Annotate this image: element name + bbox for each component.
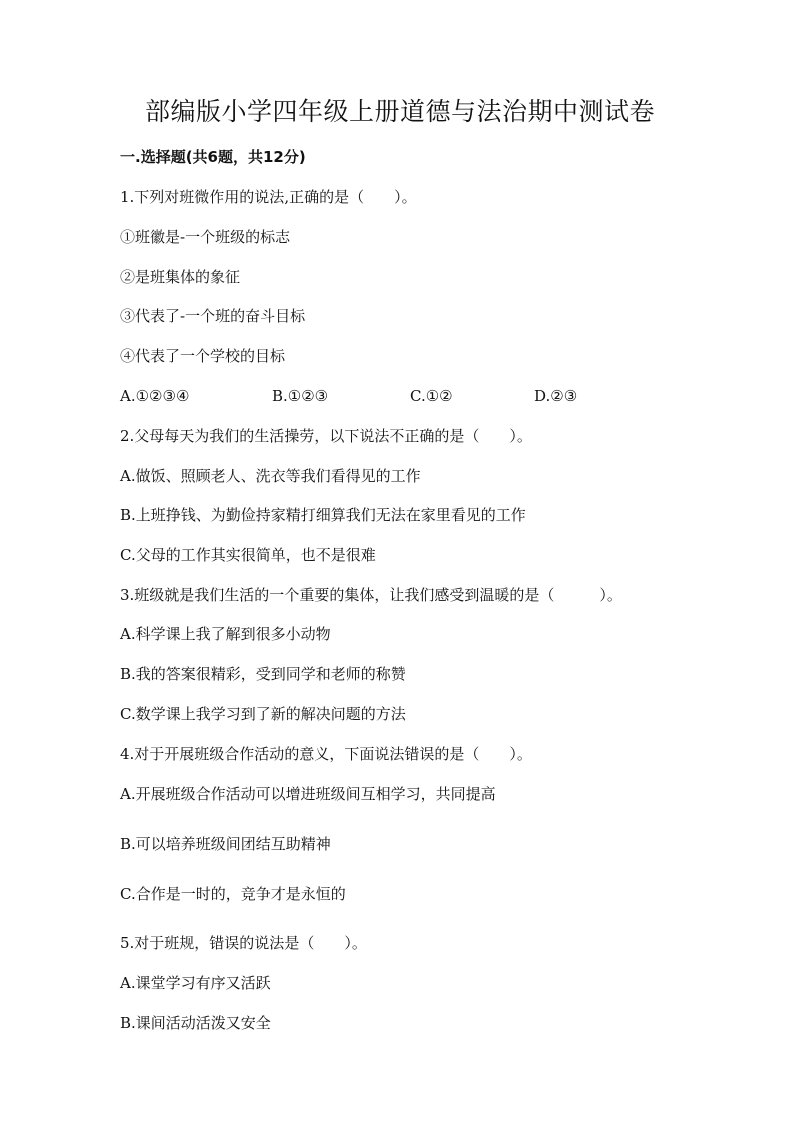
question-1-option-c: C.①② xyxy=(410,387,453,405)
question-1-item-1: ①班徽是-一个班级的标志 xyxy=(120,228,291,246)
page-title: 部编版小学四年级上册道德与法治期中测试卷 xyxy=(144,97,655,126)
question-1-stem: 1.下列对班微作用的说法,正确的是（ ）。 xyxy=(120,188,417,206)
question-4-option-b: B.可以培养班级间团结互助精神 xyxy=(120,835,331,853)
question-5-stem: 5.对于班规，错误的说法是（ ）。 xyxy=(120,934,367,952)
question-2-option-c: C.父母的工作其实很简单，也不是很难 xyxy=(120,546,376,564)
question-1-option-b: B.①②③ xyxy=(272,387,329,405)
question-3-stem: 3.班级就是我们生活的一个重要的集体，让我们感受到温暖的是（ ）。 xyxy=(120,586,622,604)
question-4-option-a: A.开展班级合作活动可以增进班级间互相学习，共同提高 xyxy=(120,785,496,803)
question-1-item-2: ②是班集体的象征 xyxy=(120,268,241,286)
question-1-item-3: ③代表了-一个班的奋斗目标 xyxy=(120,307,306,325)
question-1-option-a: A.①②③④ xyxy=(120,387,190,405)
question-1-option-d: D.②③ xyxy=(534,387,578,405)
question-2-stem: 2.父母每天为我们的生活操劳，以下说法不正确的是（ ）。 xyxy=(120,427,532,445)
question-5-option-b: B.课间活动活泼又安全 xyxy=(120,1014,271,1032)
question-2-option-b: B.上班挣钱、为勤俭持家精打细算我们无法在家里看见的工作 xyxy=(120,506,526,524)
question-3-option-c: C.数学课上我学习到了新的解决问题的方法 xyxy=(120,705,406,723)
question-1-item-4: ④代表了一个学校的目标 xyxy=(120,347,286,365)
question-4-stem: 4.对于开展班级合作活动的意义，下面说法错误的是（ ）。 xyxy=(120,745,532,763)
question-2-option-a: A.做饭、照顾老人、洗衣等我们看得见的工作 xyxy=(120,467,421,485)
question-3-option-a: A.科学课上我了解到很多小动物 xyxy=(120,625,331,643)
question-3-option-b: B.我的答案很精彩，受到同学和老师的称赞 xyxy=(120,665,406,683)
question-4-option-c: C.合作是一时的，竞争才是永恒的 xyxy=(120,885,346,903)
question-5-option-a: A.课堂学习有序又活跃 xyxy=(120,974,271,992)
section-heading: 一.选择题(共6题，共12分) xyxy=(120,148,306,166)
